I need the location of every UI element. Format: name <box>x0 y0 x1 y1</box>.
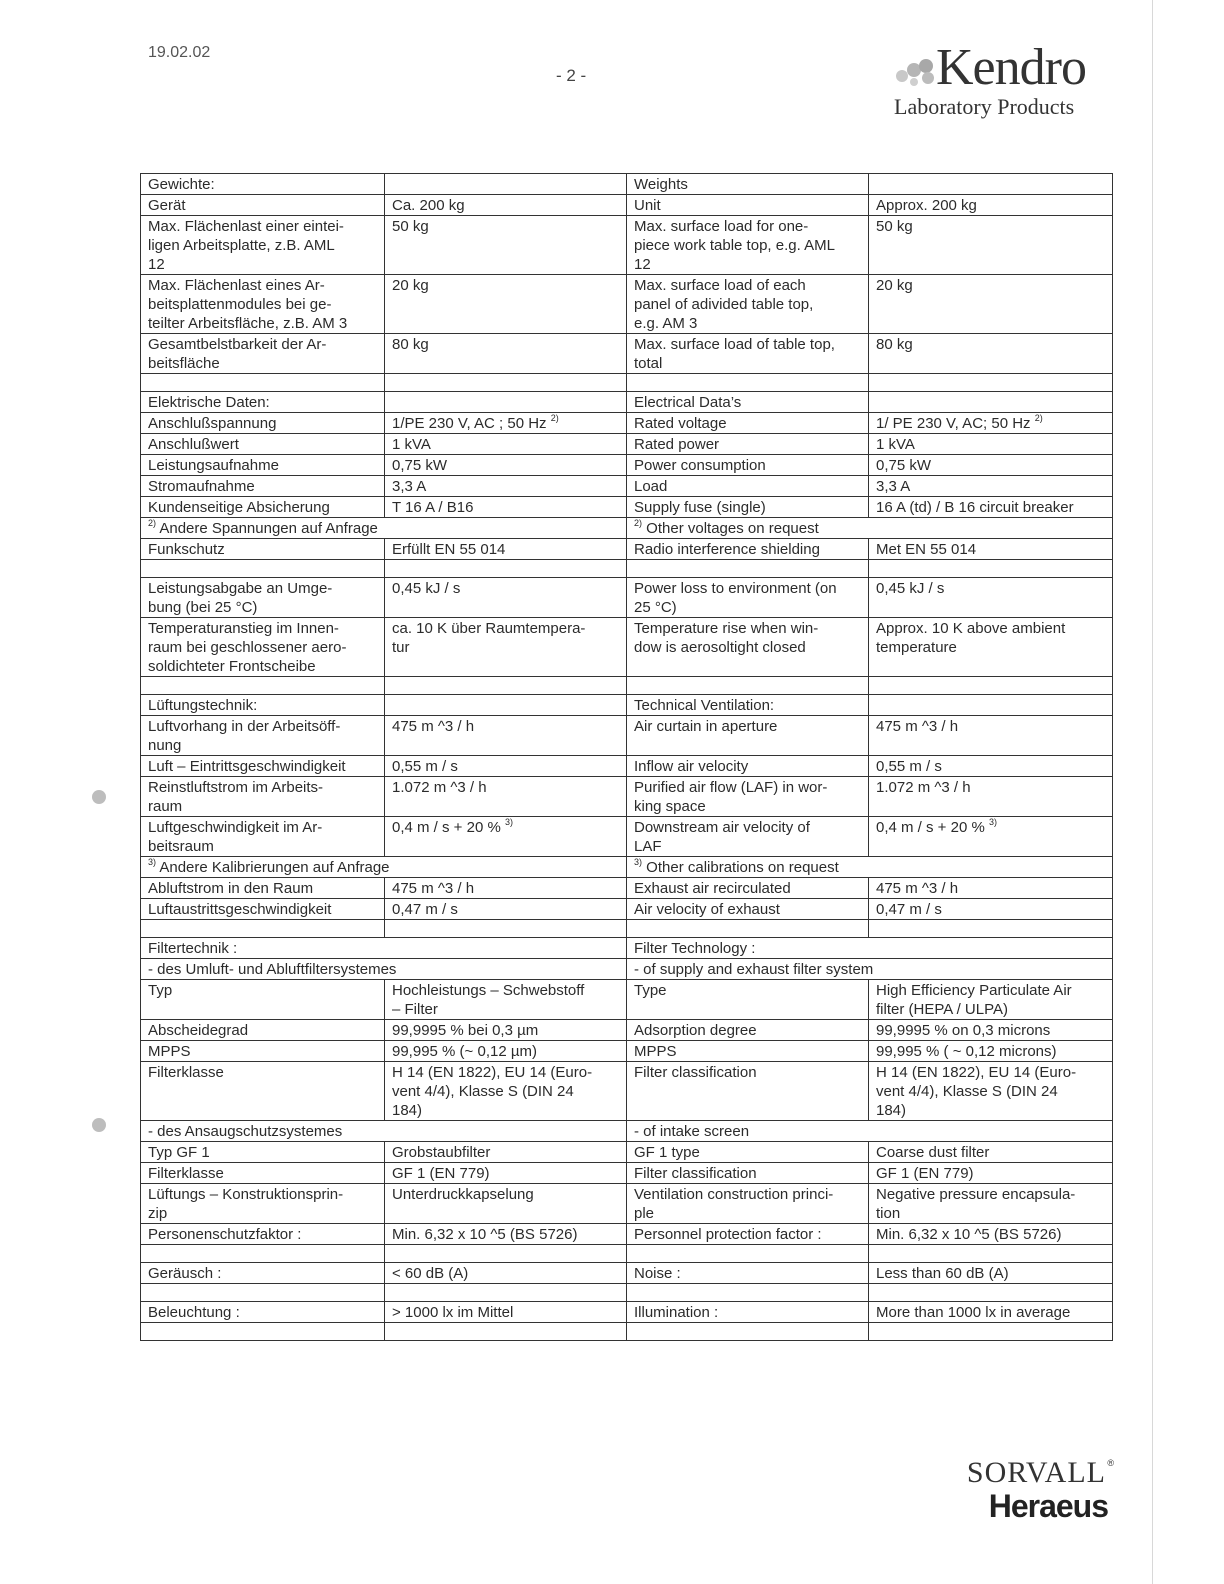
table-row <box>141 756 1113 777</box>
table-cell: Less than 60 dB (A) <box>869 1263 1113 1284</box>
table-row <box>141 618 1113 677</box>
table-cell: $^{3)}$ Other calibrations on request <box>627 857 1113 878</box>
table-cell: Personnel protection factor : <box>627 1224 869 1245</box>
table-row <box>141 1163 1113 1184</box>
table-cell: 1/ PE 230 V, AC; 50 Hz $^{2)}$ <box>869 413 1113 434</box>
table-cell: 1 kVA <box>385 434 627 455</box>
table-cell: GF 1 (EN 779) <box>385 1163 627 1184</box>
table-cell: Filter Technology : <box>627 938 1113 959</box>
table-cell: 20 kg <box>869 275 1113 334</box>
table-cell <box>385 695 627 716</box>
table-cell: 0,55 m / s <box>385 756 627 777</box>
table-cell: Grobstaubfilter <box>385 1142 627 1163</box>
kendro-logo <box>892 39 1112 124</box>
table-cell: Adsorption degree <box>627 1020 869 1041</box>
table-cell <box>869 695 1113 716</box>
table-cell-empty <box>869 374 1113 392</box>
table-row <box>141 455 1113 476</box>
sorvall-heraeus-logo <box>944 1458 1114 1528</box>
table-cell-empty <box>141 374 385 392</box>
table-cell: Filter classification <box>627 1062 869 1121</box>
table-cell: Gerät <box>141 195 385 216</box>
table-row <box>141 920 1113 938</box>
table-row <box>141 857 1113 878</box>
table-cell: - of supply and exhaust filter system <box>627 959 1113 980</box>
table-cell: Rated power <box>627 434 869 455</box>
table-cell: 0,45 kJ / s <box>385 578 627 618</box>
table-cell: Funkschutz <box>141 539 385 560</box>
table-row <box>141 938 1113 959</box>
table-row <box>141 275 1113 334</box>
table-cell: Luft – Eintrittsgeschwindigkeit <box>141 756 385 777</box>
table-cell: Inflow air velocity <box>627 756 869 777</box>
table-cell-empty <box>385 1245 627 1263</box>
table-cell: Illumination : <box>627 1302 869 1323</box>
table-cell: 1 kVA <box>869 434 1113 455</box>
table-cell: > 1000 lx im Mittel <box>385 1302 627 1323</box>
table-cell: Lüftungs – Konstruktionsprin- zip <box>141 1184 385 1224</box>
table-cell: H 14 (EN 1822), EU 14 (Euro- vent 4/4), Klasse S (DIN 24 184) <box>385 1062 627 1121</box>
table-cell: Ventilation construction princi- ple <box>627 1184 869 1224</box>
table-cell-empty <box>627 374 869 392</box>
table-row <box>141 1041 1113 1062</box>
table-cell: Max. surface load of each panel of adivided table top, e.g. AM 3 <box>627 275 869 334</box>
table-cell: Power consumption <box>627 455 869 476</box>
table-cell: Hochleistungs – Schwebstoff – Filter <box>385 980 627 1020</box>
table-cell: Electrical Data’s <box>627 392 869 413</box>
table-cell: 0,47 m / s <box>385 899 627 920</box>
kendro-subtitle: Laboratory Products <box>894 94 1075 119</box>
scan-edge-line <box>1152 0 1153 1584</box>
table-row <box>141 334 1113 374</box>
table-row <box>141 899 1113 920</box>
table-row <box>141 1224 1113 1245</box>
table-cell: Unterdruckkapselung <box>385 1184 627 1224</box>
table-cell-empty <box>141 1323 385 1341</box>
table-row <box>141 1020 1113 1041</box>
table-cell-empty <box>627 677 869 695</box>
table-cell: 99,9995 % bei 0,3 µm <box>385 1020 627 1041</box>
table-cell: 50 kg <box>869 216 1113 275</box>
table-cell: 475 m ^3 / h <box>385 878 627 899</box>
table-cell-empty <box>869 920 1113 938</box>
table-cell-empty <box>141 1245 385 1263</box>
table-cell: Typ GF 1 <box>141 1142 385 1163</box>
table-cell-empty <box>385 677 627 695</box>
table-cell: 0,45 kJ / s <box>869 578 1113 618</box>
table-cell: Filter classification <box>627 1163 869 1184</box>
punch-hole-mark <box>92 790 106 804</box>
table-cell-empty <box>869 1323 1113 1341</box>
table-cell: H 14 (EN 1822), EU 14 (Euro- vent 4/4), Klasse S (DIN 24 184) <box>869 1062 1113 1121</box>
table-cell: Met EN 55 014 <box>869 539 1113 560</box>
table-cell: Ca. 200 kg <box>385 195 627 216</box>
table-cell: High Efficiency Particulate Air filter (HEPA / ULPA) <box>869 980 1113 1020</box>
table-cell: - of intake screen <box>627 1121 1113 1142</box>
table-cell: Temperaturanstieg im Innen- raum bei geschlossener aero- soldichteter Frontscheibe <box>141 618 385 677</box>
table-cell: $^{3)}$ Andere Kalibrierungen auf Anfrage <box>141 857 627 878</box>
table-cell: Negative pressure encapsula- tion <box>869 1184 1113 1224</box>
table-row <box>141 174 1113 195</box>
table-cell: 475 m ^3 / h <box>385 716 627 756</box>
document-date: 19.02.02 <box>148 44 211 61</box>
table-cell: Gesamtbelstbarkeit der Ar- beitsfläche <box>141 334 385 374</box>
table-cell: Coarse dust filter <box>869 1142 1113 1163</box>
table-row <box>141 195 1113 216</box>
table-cell-empty <box>869 560 1113 578</box>
table-cell <box>869 174 1113 195</box>
table-cell: Downstream air velocity of LAF <box>627 817 869 857</box>
table-cell-empty <box>385 1284 627 1302</box>
table-cell: Anschlußwert <box>141 434 385 455</box>
table-cell: Abscheidegrad <box>141 1020 385 1041</box>
table-cell: Typ <box>141 980 385 1020</box>
page-number: - 2 - <box>556 66 587 85</box>
table-cell <box>869 392 1113 413</box>
table-cell-empty <box>141 560 385 578</box>
table-cell: 475 m ^3 / h <box>869 716 1113 756</box>
table-row <box>141 560 1113 578</box>
table-row <box>141 1302 1113 1323</box>
table-cell: - des Ansaugschutzsystemes <box>141 1121 627 1142</box>
table-cell: Elektrische Daten: <box>141 392 385 413</box>
table-row <box>141 716 1113 756</box>
table-row <box>141 878 1113 899</box>
table-row <box>141 578 1113 618</box>
table-cell: Filterklasse <box>141 1062 385 1121</box>
kendro-wordmark: Kendro <box>936 39 1086 96</box>
table-cell-empty <box>385 560 627 578</box>
table-cell: 99,995 % (~ 0,12 µm) <box>385 1041 627 1062</box>
table-cell-empty <box>869 677 1113 695</box>
table-cell: Kundenseitige Absicherung <box>141 497 385 518</box>
table-cell: Approx. 200 kg <box>869 195 1113 216</box>
table-row <box>141 1121 1113 1142</box>
table-cell: 0,47 m / s <box>869 899 1113 920</box>
table-cell-empty <box>627 560 869 578</box>
table-cell: 1/PE 230 V, AC ; 50 Hz $^{2)}$ <box>385 413 627 434</box>
table-cell-empty <box>385 920 627 938</box>
table-row <box>141 1323 1113 1341</box>
table-cell: Min. 6,32 x 10 ^5 (BS 5726) <box>385 1224 627 1245</box>
table-row <box>141 1184 1113 1224</box>
table-cell: Weights <box>627 174 869 195</box>
table-cell-empty <box>385 374 627 392</box>
table-cell: Beleuchtung : <box>141 1302 385 1323</box>
table-cell: 3,3 A <box>385 476 627 497</box>
table-cell: ca. 10 K über Raumtempera- tur <box>385 618 627 677</box>
table-cell: 99,995 % ( ~ 0,12 microns) <box>869 1041 1113 1062</box>
table-row <box>141 434 1113 455</box>
table-cell: Exhaust air recirculated <box>627 878 869 899</box>
table-cell: < 60 dB (A) <box>385 1263 627 1284</box>
sorvall-wordmark: SORVALL <box>966 1456 1106 1489</box>
table-row <box>141 695 1113 716</box>
table-cell: Filterklasse <box>141 1163 385 1184</box>
table-cell: More than 1000 lx in average <box>869 1302 1113 1323</box>
table-cell: 0,75 kW <box>385 455 627 476</box>
table-row <box>141 539 1113 560</box>
table-row <box>141 677 1113 695</box>
table-cell-empty <box>141 920 385 938</box>
table-cell: 0,55 m / s <box>869 756 1113 777</box>
table-cell: 50 kg <box>385 216 627 275</box>
table-row <box>141 980 1113 1020</box>
table-cell: Supply fuse (single) <box>627 497 869 518</box>
table-cell: Lüftungstechnik: <box>141 695 385 716</box>
table-cell: Erfüllt EN 55 014 <box>385 539 627 560</box>
punch-hole-mark <box>92 1118 106 1132</box>
table-cell: Luftgeschwindigkeit im Ar- beitsraum <box>141 817 385 857</box>
table-cell: Luftaustrittsgeschwindigkeit <box>141 899 385 920</box>
table-cell-empty <box>627 1284 869 1302</box>
table-row <box>141 374 1113 392</box>
table-row <box>141 1245 1113 1263</box>
table-cell-empty <box>141 677 385 695</box>
kendro-dots-icon <box>892 56 940 86</box>
table-row <box>141 392 1113 413</box>
table-row <box>141 1263 1113 1284</box>
table-cell: Leistungsaufnahme <box>141 455 385 476</box>
table-cell: Noise : <box>627 1263 869 1284</box>
table-cell: MPPS <box>627 1041 869 1062</box>
table-cell: Unit <box>627 195 869 216</box>
table-cell: Personenschutzfaktor : <box>141 1224 385 1245</box>
table-cell: Purified air flow (LAF) in wor- king space <box>627 777 869 817</box>
table-row <box>141 777 1113 817</box>
table-cell: Leistungsabgabe an Umge- bung (bei 25 °C) <box>141 578 385 618</box>
table-cell: 80 kg <box>869 334 1113 374</box>
table-cell: 0,4 m / s + 20 % $^{3)}$ <box>869 817 1113 857</box>
table-cell: Power loss to environment (on 25 °C) <box>627 578 869 618</box>
table-cell: Abluftstrom in den Raum <box>141 878 385 899</box>
table-cell: MPPS <box>141 1041 385 1062</box>
table-cell: 80 kg <box>385 334 627 374</box>
table-cell: GF 1 type <box>627 1142 869 1163</box>
specification-table-body <box>141 174 1113 1341</box>
table-cell: Gewichte: <box>141 174 385 195</box>
table-cell: Load <box>627 476 869 497</box>
table-row <box>141 476 1113 497</box>
table-cell <box>385 174 627 195</box>
table-cell: Air velocity of exhaust <box>627 899 869 920</box>
table-cell: 20 kg <box>385 275 627 334</box>
table-cell: Min. 6,32 x 10 ^5 (BS 5726) <box>869 1224 1113 1245</box>
table-cell: Type <box>627 980 869 1020</box>
table-cell: Max. surface load of table top, total <box>627 334 869 374</box>
table-cell: 1.072 m ^3 / h <box>385 777 627 817</box>
table-cell: - des Umluft- und Abluftfiltersystemes <box>141 959 627 980</box>
table-row <box>141 413 1113 434</box>
specification-table <box>140 173 1113 1341</box>
table-cell: 1.072 m ^3 / h <box>869 777 1113 817</box>
table-row <box>141 216 1113 275</box>
table-cell: Filtertechnik : <box>141 938 627 959</box>
table-cell: Max. Flächenlast einer eintei- ligen Arbeitsplatte, z.B. AML 12 <box>141 216 385 275</box>
table-row <box>141 1142 1113 1163</box>
table-cell: Rated voltage <box>627 413 869 434</box>
table-row <box>141 959 1113 980</box>
table-row <box>141 817 1113 857</box>
table-cell-empty <box>385 1323 627 1341</box>
table-cell <box>385 392 627 413</box>
table-cell-empty <box>869 1284 1113 1302</box>
table-row <box>141 518 1113 539</box>
table-cell: Temperature rise when win- dow is aerosoltight closed <box>627 618 869 677</box>
table-cell: 3,3 A <box>869 476 1113 497</box>
table-row <box>141 1062 1113 1121</box>
table-cell: Stromaufnahme <box>141 476 385 497</box>
table-cell: 99,9995 % on 0,3 microns <box>869 1020 1113 1041</box>
table-cell-empty <box>627 920 869 938</box>
table-cell: $^{2)}$ Andere Spannungen auf Anfrage <box>141 518 627 539</box>
table-cell: Geräusch : <box>141 1263 385 1284</box>
table-cell: Radio interference shielding <box>627 539 869 560</box>
table-cell: GF 1 (EN 779) <box>869 1163 1113 1184</box>
table-cell: Luftvorhang in der Arbeitsöff- nung <box>141 716 385 756</box>
table-cell: $^{2)}$ Other voltages on request <box>627 518 1113 539</box>
table-cell-empty <box>627 1323 869 1341</box>
table-cell: Approx. 10 K above ambient temperature <box>869 618 1113 677</box>
registered-mark: ® <box>1107 1458 1114 1468</box>
table-cell-empty <box>627 1245 869 1263</box>
table-cell: T 16 A / B16 <box>385 497 627 518</box>
table-cell: Anschlußspannung <box>141 413 385 434</box>
table-cell: 0,75 kW <box>869 455 1113 476</box>
table-cell: Air curtain in aperture <box>627 716 869 756</box>
table-row <box>141 497 1113 518</box>
table-cell: Max. surface load for one- piece work table top, e.g. AML 12 <box>627 216 869 275</box>
table-cell: 16 A (td) / B 16 circuit breaker <box>869 497 1113 518</box>
table-cell: Reinstluftstrom im Arbeits- raum <box>141 777 385 817</box>
table-cell: Max. Flächenlast eines Ar- beitsplattenmodules bei ge- teilter Arbeitsfläche, z.B. AM 3 <box>141 275 385 334</box>
table-cell-empty <box>141 1284 385 1302</box>
table-cell-empty <box>869 1245 1113 1263</box>
table-row <box>141 1284 1113 1302</box>
table-cell: 475 m ^3 / h <box>869 878 1113 899</box>
table-cell: 0,4 m / s + 20 % $^{3)}$ <box>385 817 627 857</box>
heraeus-wordmark: Heraeus <box>988 1488 1108 1524</box>
table-cell: Technical Ventilation: <box>627 695 869 716</box>
